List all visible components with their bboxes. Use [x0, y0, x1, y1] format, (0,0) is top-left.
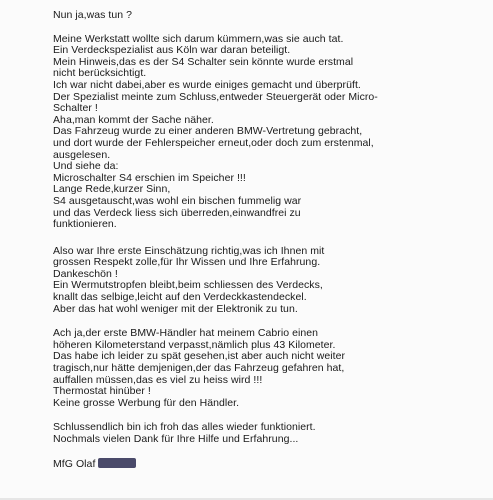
text-line: grossen Respekt zolle,für Ihr Wissen und Ihre Erfahrung. — [53, 256, 321, 269]
text-line: tragisch,nur hätte demjenigen,der das Fahrzeug gefahren hat, — [53, 362, 345, 375]
text-line: knallt das selbige,leicht auf den Verdeckkastendeckel. — [53, 291, 307, 304]
text-line: Mein Hinweis,das es der S4 Schalter sein könnte wurde erstmal — [53, 55, 354, 68]
redaction-mark — [98, 458, 136, 468]
text-line: Nochmals vielen Dank für Ihre Hilfe und Erfahrung... — [53, 433, 299, 445]
text-line: Schalter ! — [53, 102, 98, 115]
text-line: Ach ja,der erste BMW-Händler hat meinem Cabrio einen — [53, 327, 319, 340]
paragraph-dealer — [53, 328, 483, 409]
text-line: Dankeschön ! — [53, 267, 118, 280]
signature-text: MfG Olaf — [53, 457, 96, 470]
text-line: Ich war nicht dabei,aber es wurde einiges gemacht und überprüft. — [53, 78, 361, 91]
text-line: Das habe ich leider zu spät gesehen,ist aber auch nicht weiter — [53, 350, 346, 363]
text-line: Aber das hat wohl weniger mit der Elektronik zu tun. — [53, 302, 298, 315]
text-line: Und siehe da: — [53, 160, 119, 173]
text-line: Keine grosse Werbung für den Händler. — [53, 396, 240, 409]
text-line: und das Verdeck liess sich überreden,einwandfrei zu — [53, 206, 301, 219]
text-line: funktionieren. — [53, 218, 117, 231]
text-line: ausgelesen. — [53, 148, 111, 161]
text-line: und dort wurde der Fehlerspeicher erneut,oder doch zum erstenmal, — [53, 136, 374, 149]
signature — [53, 458, 483, 471]
text-line: Aha,man kommt der Sache näher. — [53, 113, 214, 126]
text-line: auffallen müssen,das es viel zu heiss wird !!! — [53, 373, 263, 386]
text-line: Microschalter S4 erschien im Speicher !!! — [53, 171, 246, 184]
paragraph-closing — [53, 422, 483, 445]
greeting: Nun ja,was tun ? — [53, 9, 133, 21]
text-line: Thermostat hinüber ! — [53, 385, 151, 398]
text-line: S4 ausgetauscht,was wohl ein bischen fummelig war — [53, 194, 302, 207]
text-line: Ein Wermutstropfen bleibt,beim schliessen des Verdecks, — [53, 279, 323, 292]
paragraph-assessment — [53, 246, 483, 316]
letter-body — [53, 10, 483, 470]
text-line: höheren Kilometerstand verpasst,nämlich plus 43 Kilometer. — [53, 338, 336, 351]
text-line: Lange Rede,kurzer Sinn, — [53, 183, 171, 196]
text-line: Schlussendlich bin ich froh das alles wieder funktioniert. — [53, 421, 316, 434]
text-line: Also war Ihre erste Einschätzung richtig,was ich Ihnen mit — [53, 244, 325, 257]
text-line: nicht berücksichtigt. — [53, 67, 147, 80]
text-line: Ein Verdeckspezialist aus Köln war daran beteiligt. — [53, 44, 291, 57]
paragraph-workshop — [53, 34, 483, 231]
text-line: Der Spezialist meinte zum Schluss,entweder Steuergerät oder Micro- — [53, 90, 378, 103]
text-line: Meine Werkstatt wollte sich darum kümmern,was sie auch tat. — [53, 32, 344, 45]
text-line: Das Fahrzeug wurde zu einer anderen BMW-Vertretung gebracht, — [53, 125, 363, 138]
